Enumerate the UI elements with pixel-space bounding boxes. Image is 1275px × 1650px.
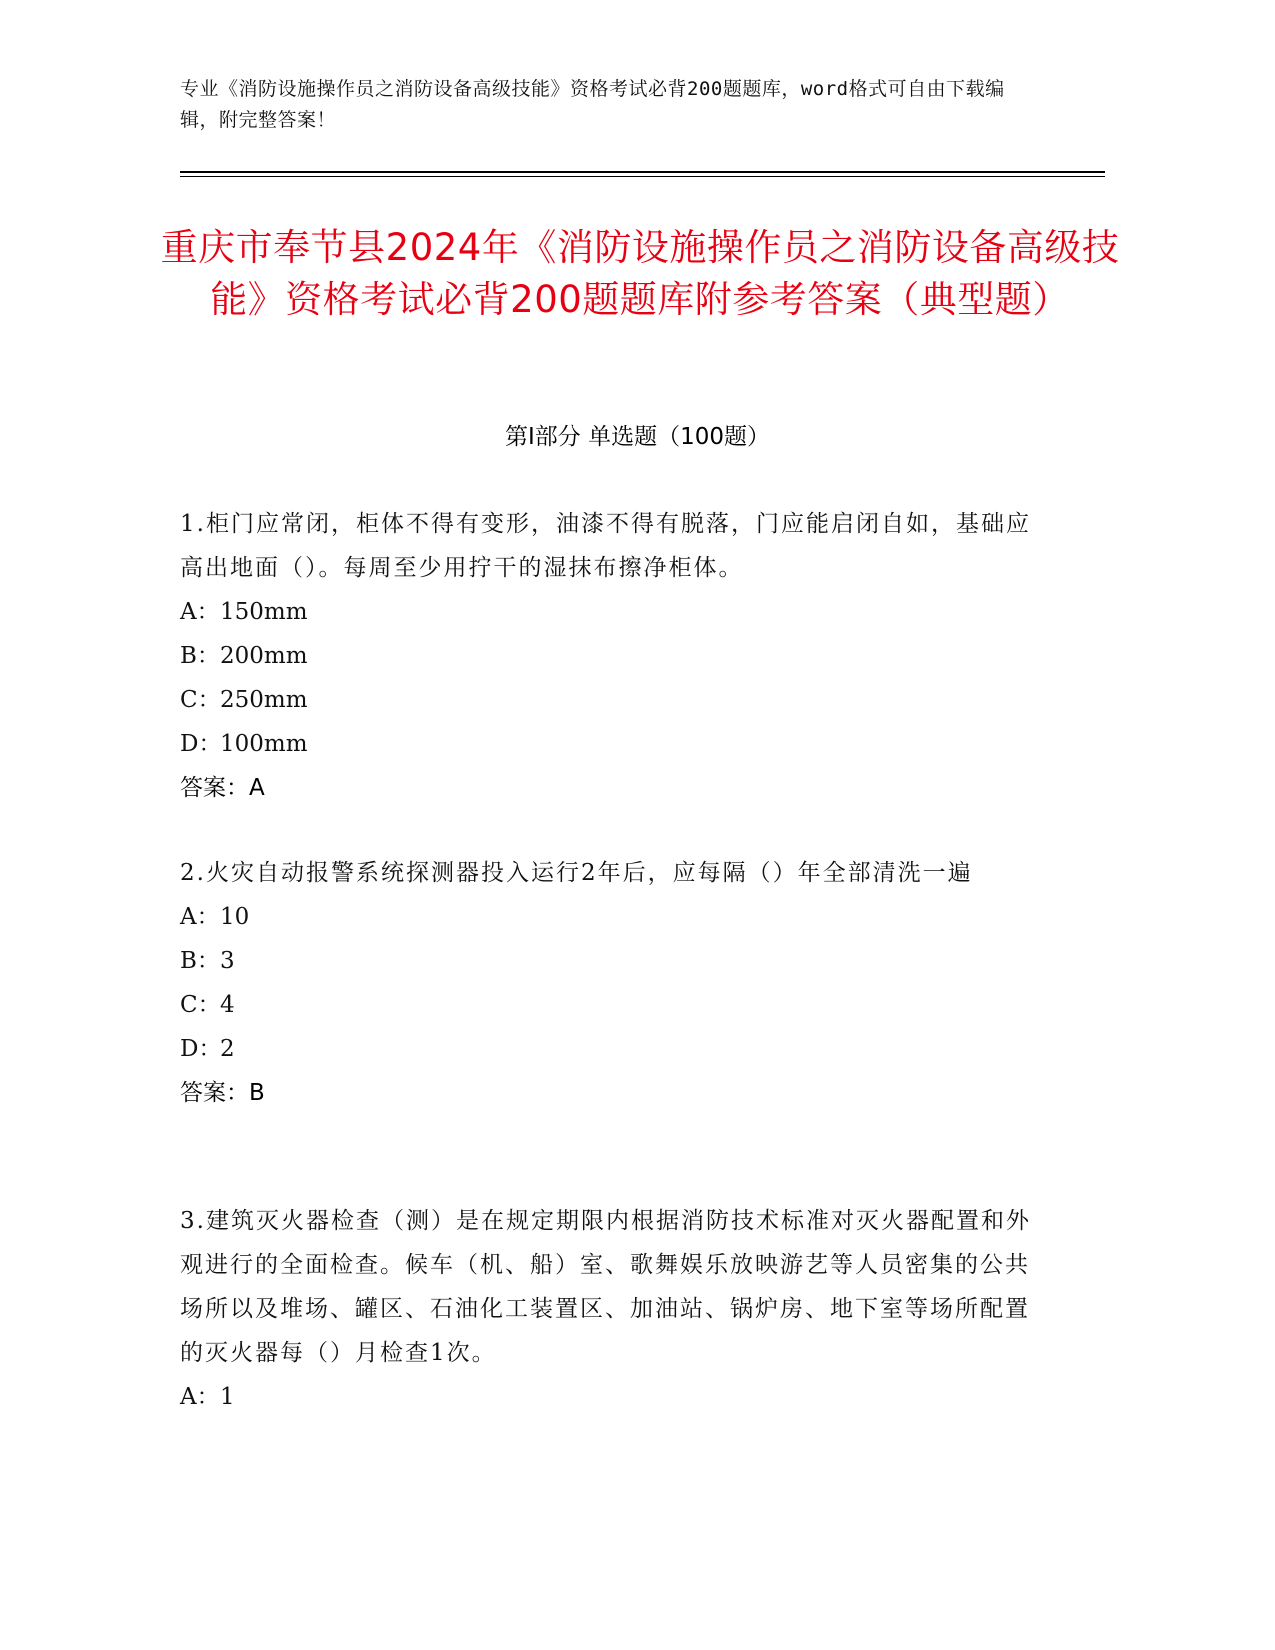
option-key: C： <box>180 687 221 713</box>
answer: 答案：A <box>180 775 265 801</box>
option-key: B： <box>180 643 220 669</box>
option-key: B： <box>180 948 220 974</box>
option-text: 10 <box>220 904 250 930</box>
option-text: 4 <box>220 992 235 1018</box>
option-c <box>180 983 1040 1027</box>
question-stem: 1.柜门应常闭，柜体不得有变形，油漆不得有脱落，门应能启闭自如，基础应高出地面（）。每周至少用拧干的湿抹布擦净柜体。 <box>180 511 1031 581</box>
document-title: 重庆市奉节县2024年《消防设施操作员之消防设备高级技能》资格考试必背200题题库附参考答案（典型题） <box>160 226 1120 321</box>
answer: 答案：B <box>180 1080 265 1106</box>
header-note: 专业《消防设施操作员之消防设备高级技能》资格考试必背200题题库，word格式可自由下载编辑，附完整答案！ <box>180 78 1005 131</box>
option-c <box>180 678 1040 722</box>
option-text: 200mm <box>220 643 308 669</box>
header-divider-thin <box>180 176 1105 177</box>
section-title: 第Ⅰ部分 单选题（100题） <box>505 424 770 450</box>
option-key: A： <box>180 599 220 625</box>
option-key: D： <box>180 731 222 757</box>
option-text: 250mm <box>220 687 308 713</box>
option-text: 1 <box>220 1384 235 1410</box>
option-b <box>180 634 1040 678</box>
header-divider-thick <box>180 171 1105 173</box>
option-d <box>180 1027 1040 1071</box>
question-1 <box>180 502 1040 810</box>
option-key: A： <box>180 1384 220 1410</box>
option-a <box>180 1375 1040 1419</box>
option-text: 150mm <box>220 599 308 625</box>
question-stem: 2.火灾自动报警系统探测器投入运行2年后，应每隔（）年全部清洗一遍 <box>180 860 973 886</box>
question-3 <box>180 1199 1040 1419</box>
option-key: A： <box>180 904 220 930</box>
question-stem: 3.建筑灭火器检查（测）是在规定期限内根据消防技术标准对灭火器配置和外观进行的全面检查。候车（机、船）室、歌舞娱乐放映游艺等人员密集的公共场所以及堆场、罐区、石油化工装置区、加油站、锅炉房、地下室等场所配置的灭火器每（）月检查1次。 <box>180 1208 1031 1366</box>
option-key: D： <box>180 1036 222 1062</box>
option-text: 3 <box>220 948 235 974</box>
option-key: C： <box>180 992 221 1018</box>
option-b <box>180 939 1040 983</box>
option-text: 2 <box>220 1036 235 1062</box>
question-2 <box>180 851 1040 1115</box>
option-text: 100mm <box>220 731 308 757</box>
option-a <box>180 590 1040 634</box>
option-a <box>180 895 1040 939</box>
option-d <box>180 722 1040 766</box>
